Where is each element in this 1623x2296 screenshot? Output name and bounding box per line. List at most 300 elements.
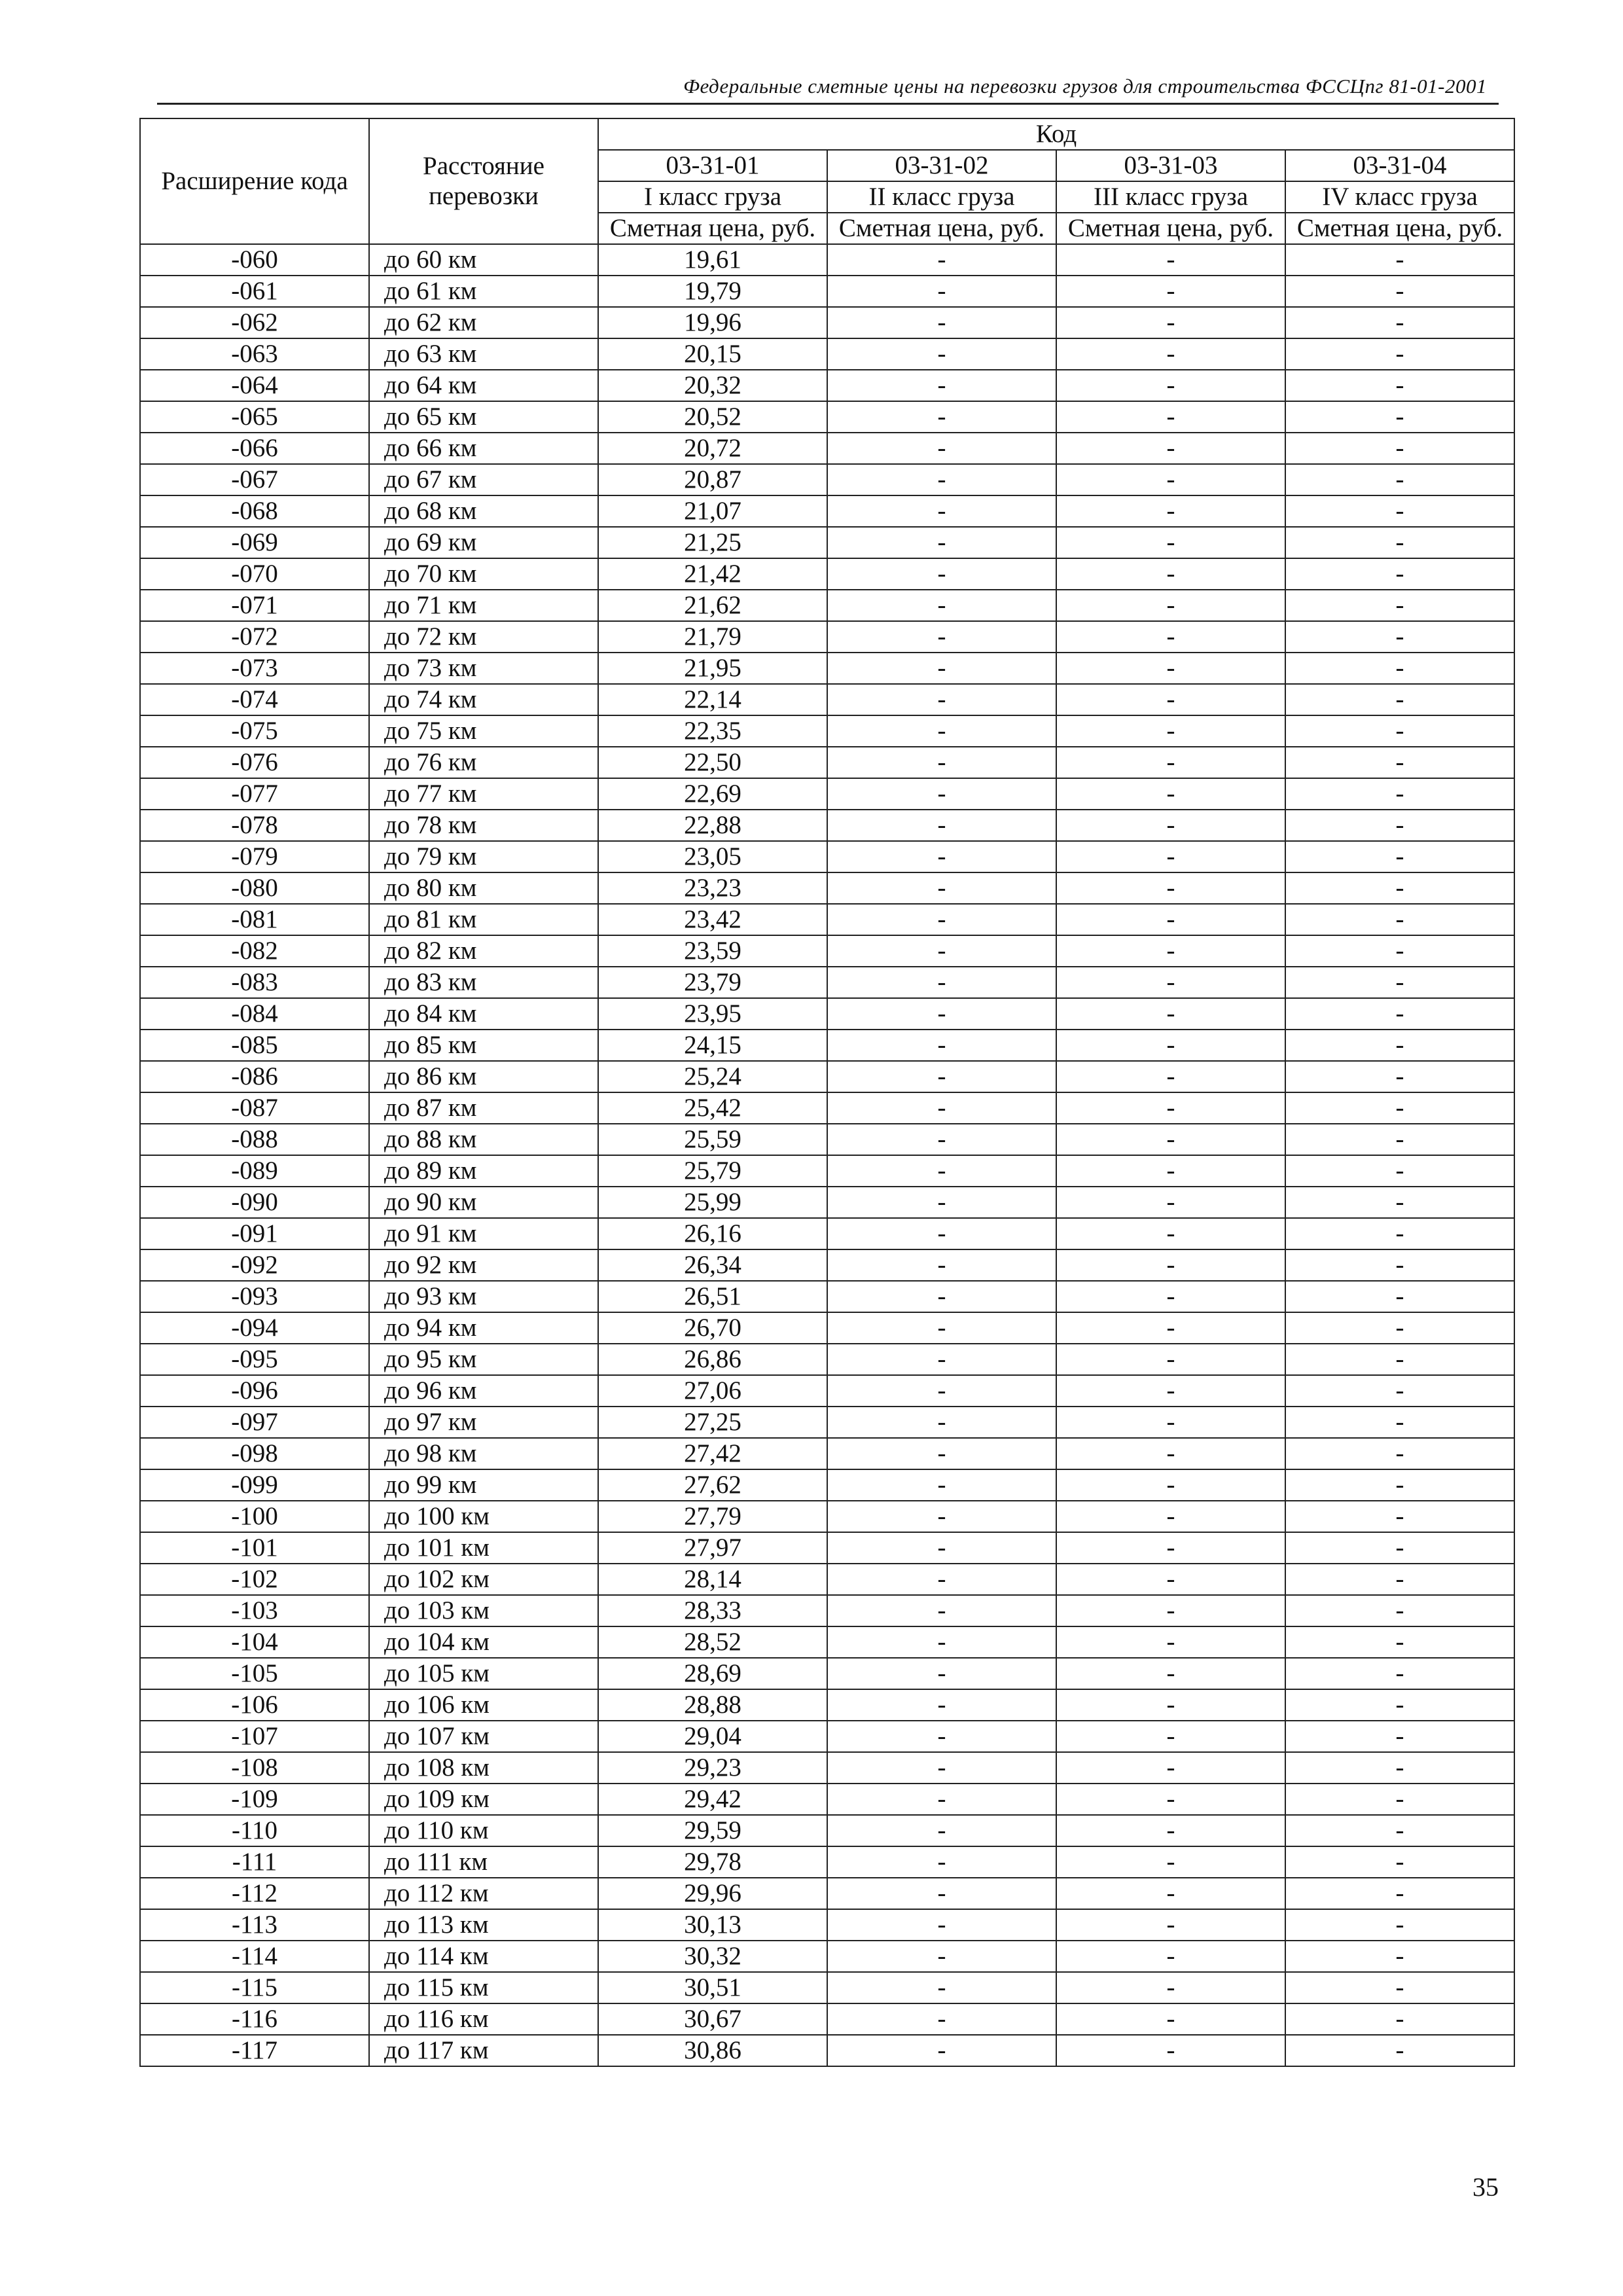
cell-price-class-1: 25,99 [598, 1187, 827, 1218]
cell-price-class-3: - [1056, 747, 1285, 778]
cell-price-class-4: - [1285, 747, 1514, 778]
table-row [140, 810, 1514, 841]
cell-extension: -083 [140, 967, 369, 998]
cell-distance: до 69 км [369, 527, 598, 558]
cell-price-class-3: - [1056, 1909, 1285, 1941]
cell-extension: -112 [140, 1878, 369, 1909]
cell-distance: до 80 км [369, 872, 598, 904]
cell-price-class-3: - [1056, 338, 1285, 370]
cell-price-class-4: - [1285, 1061, 1514, 1092]
cell-extension: -091 [140, 1218, 369, 1249]
table-row [140, 370, 1514, 401]
cell-distance: до 94 км [369, 1312, 598, 1344]
cell-price-class-3: - [1056, 495, 1285, 527]
cell-extension: -096 [140, 1375, 369, 1407]
header-code-2: 03-31-02 [827, 150, 1056, 181]
cell-extension: -106 [140, 1689, 369, 1721]
cell-extension: -069 [140, 527, 369, 558]
cell-price-class-1: 25,24 [598, 1061, 827, 1092]
cell-price-class-1: 28,88 [598, 1689, 827, 1721]
cell-distance: до 108 км [369, 1752, 598, 1784]
cell-extension: -105 [140, 1658, 369, 1689]
cell-extension: -085 [140, 1030, 369, 1061]
cell-price-class-3: - [1056, 935, 1285, 967]
cell-price-class-4: - [1285, 1941, 1514, 1972]
cell-distance: до 106 км [369, 1689, 598, 1721]
cell-price-class-1: 23,79 [598, 967, 827, 998]
cell-price-class-4: - [1285, 1972, 1514, 2003]
table-row [140, 621, 1514, 653]
cell-distance: до 111 км [369, 1846, 598, 1878]
table-row [140, 1407, 1514, 1438]
cell-price-class-4: - [1285, 841, 1514, 872]
table-row [140, 653, 1514, 684]
cell-price-class-2: - [827, 1658, 1056, 1689]
cell-distance: до 76 км [369, 747, 598, 778]
cell-distance: до 114 км [369, 1941, 598, 1972]
table-row [140, 244, 1514, 276]
cell-price-class-3: - [1056, 841, 1285, 872]
table-row [140, 1564, 1514, 1595]
cell-price-class-1: 28,52 [598, 1626, 827, 1658]
cell-price-class-2: - [827, 1532, 1056, 1564]
cell-price-class-4: - [1285, 307, 1514, 338]
cell-price-class-3: - [1056, 1281, 1285, 1312]
cell-price-class-1: 22,88 [598, 810, 827, 841]
header-price-1: Сметная цена, руб. [598, 213, 827, 244]
cell-price-class-1: 24,15 [598, 1030, 827, 1061]
cell-extension: -099 [140, 1469, 369, 1501]
table-row [140, 1721, 1514, 1752]
cell-price-class-4: - [1285, 1407, 1514, 1438]
cell-price-class-3: - [1056, 1658, 1285, 1689]
table-row [140, 1469, 1514, 1501]
cell-price-class-1: 28,33 [598, 1595, 827, 1626]
cell-price-class-2: - [827, 307, 1056, 338]
cell-price-class-1: 20,87 [598, 464, 827, 495]
cell-price-class-3: - [1056, 1626, 1285, 1658]
cell-price-class-4: - [1285, 1752, 1514, 1784]
cell-distance: до 87 км [369, 1092, 598, 1124]
cell-price-class-3: - [1056, 1878, 1285, 1909]
cell-price-class-1: 23,23 [598, 872, 827, 904]
cell-distance: до 64 км [369, 370, 598, 401]
cell-distance: до 83 км [369, 967, 598, 998]
cell-distance: до 113 км [369, 1909, 598, 1941]
table-row [140, 998, 1514, 1030]
cell-price-class-3: - [1056, 1689, 1285, 1721]
cell-price-class-4: - [1285, 810, 1514, 841]
cell-price-class-3: - [1056, 244, 1285, 276]
cell-price-class-2: - [827, 1407, 1056, 1438]
header-code-3: 03-31-03 [1056, 150, 1285, 181]
cell-price-class-4: - [1285, 1595, 1514, 1626]
cell-price-class-1: 21,42 [598, 558, 827, 590]
cell-price-class-2: - [827, 715, 1056, 747]
cell-price-class-3: - [1056, 1501, 1285, 1532]
cell-distance: до 99 км [369, 1469, 598, 1501]
cell-distance: до 97 км [369, 1407, 598, 1438]
cell-distance: до 67 км [369, 464, 598, 495]
cell-price-class-3: - [1056, 1721, 1285, 1752]
cell-price-class-2: - [827, 904, 1056, 935]
cell-price-class-3: - [1056, 715, 1285, 747]
cell-extension: -082 [140, 935, 369, 967]
cell-extension: -080 [140, 872, 369, 904]
table-row [140, 307, 1514, 338]
cell-extension: -061 [140, 276, 369, 307]
cell-distance: до 117 км [369, 2035, 598, 2066]
cell-price-class-2: - [827, 778, 1056, 810]
cell-price-class-3: - [1056, 1438, 1285, 1469]
cell-price-class-2: - [827, 1375, 1056, 1407]
cell-price-class-3: - [1056, 1375, 1285, 1407]
running-header [157, 73, 1499, 105]
cell-price-class-2: - [827, 495, 1056, 527]
cell-price-class-1: 20,32 [598, 370, 827, 401]
cell-price-class-3: - [1056, 276, 1285, 307]
cell-price-class-2: - [827, 527, 1056, 558]
cell-price-class-4: - [1285, 1092, 1514, 1124]
cell-price-class-4: - [1285, 527, 1514, 558]
cell-price-class-1: 26,86 [598, 1344, 827, 1375]
cell-price-class-2: - [827, 464, 1056, 495]
cell-distance: до 68 км [369, 495, 598, 527]
cell-price-class-2: - [827, 1469, 1056, 1501]
cell-distance: до 103 км [369, 1595, 598, 1626]
cell-price-class-1: 30,67 [598, 2003, 827, 2035]
cell-price-class-1: 27,97 [598, 1532, 827, 1564]
cell-price-class-1: 19,79 [598, 276, 827, 307]
cell-price-class-4: - [1285, 1124, 1514, 1155]
cell-distance: до 92 км [369, 1249, 598, 1281]
cell-extension: -107 [140, 1721, 369, 1752]
header-price-3: Сметная цена, руб. [1056, 213, 1285, 244]
table-row [140, 747, 1514, 778]
cell-price-class-4: - [1285, 1689, 1514, 1721]
cell-price-class-2: - [827, 1941, 1056, 1972]
cell-price-class-2: - [827, 1721, 1056, 1752]
cell-price-class-4: - [1285, 1658, 1514, 1689]
table-row [140, 1061, 1514, 1092]
cell-price-class-1: 23,42 [598, 904, 827, 935]
table-row [140, 1155, 1514, 1187]
running-header-text: Федеральные сметные цены на перевозки грузов для строительства ФССЦпг 81-01-2001 [683, 75, 1487, 98]
header-extension: Расширение кода [140, 118, 369, 244]
header-class-2: II класс груза [827, 181, 1056, 213]
cell-distance: до 79 км [369, 841, 598, 872]
cell-price-class-2: - [827, 1815, 1056, 1846]
cell-distance: до 73 км [369, 653, 598, 684]
table-row [140, 1187, 1514, 1218]
cell-extension: -089 [140, 1155, 369, 1187]
table-row [140, 2003, 1514, 2035]
table-row [140, 1972, 1514, 2003]
cell-extension: -111 [140, 1846, 369, 1878]
cell-price-class-3: - [1056, 1752, 1285, 1784]
table-row [140, 1846, 1514, 1878]
cell-distance: до 98 км [369, 1438, 598, 1469]
cell-extension: -109 [140, 1784, 369, 1815]
cell-price-class-4: - [1285, 1626, 1514, 1658]
cell-distance: до 85 км [369, 1030, 598, 1061]
table-row [140, 1784, 1514, 1815]
cell-price-class-3: - [1056, 1249, 1285, 1281]
table-row [140, 276, 1514, 307]
cell-price-class-1: 26,70 [598, 1312, 827, 1344]
cell-price-class-3: - [1056, 590, 1285, 621]
cell-price-class-1: 22,14 [598, 684, 827, 715]
table-row [140, 495, 1514, 527]
cell-price-class-2: - [827, 1878, 1056, 1909]
cell-price-class-1: 27,06 [598, 1375, 827, 1407]
table-row [140, 1626, 1514, 1658]
cell-distance: до 61 км [369, 276, 598, 307]
cell-price-class-3: - [1056, 1155, 1285, 1187]
cell-price-class-4: - [1285, 1878, 1514, 1909]
cell-price-class-3: - [1056, 1187, 1285, 1218]
table-row [140, 1438, 1514, 1469]
cell-extension: -113 [140, 1909, 369, 1941]
cell-price-class-2: - [827, 841, 1056, 872]
table-row [140, 1878, 1514, 1909]
table-row [140, 1124, 1514, 1155]
table-row [140, 2035, 1514, 2066]
cell-price-class-1: 29,04 [598, 1721, 827, 1752]
cell-distance: до 62 км [369, 307, 598, 338]
cell-price-class-2: - [827, 1595, 1056, 1626]
cell-price-class-1: 25,59 [598, 1124, 827, 1155]
cell-price-class-2: - [827, 1155, 1056, 1187]
cell-price-class-1: 22,35 [598, 715, 827, 747]
table-row [140, 684, 1514, 715]
cell-distance: до 93 км [369, 1281, 598, 1312]
cell-price-class-2: - [827, 1344, 1056, 1375]
cell-extension: -104 [140, 1626, 369, 1658]
cell-price-class-1: 30,13 [598, 1909, 827, 1941]
cell-price-class-3: - [1056, 778, 1285, 810]
cell-price-class-1: 28,14 [598, 1564, 827, 1595]
cell-price-class-2: - [827, 1124, 1056, 1155]
table-row [140, 1532, 1514, 1564]
cell-price-class-4: - [1285, 401, 1514, 433]
cell-extension: -087 [140, 1092, 369, 1124]
cell-price-class-4: - [1285, 653, 1514, 684]
table-row [140, 1752, 1514, 1784]
table-header [140, 118, 1514, 244]
cell-price-class-3: - [1056, 1784, 1285, 1815]
cell-extension: -078 [140, 810, 369, 841]
cell-extension: -097 [140, 1407, 369, 1438]
cell-price-class-1: 27,25 [598, 1407, 827, 1438]
cell-distance: до 101 км [369, 1532, 598, 1564]
cell-price-class-1: 27,42 [598, 1438, 827, 1469]
cell-price-class-1: 25,42 [598, 1092, 827, 1124]
cell-price-class-3: - [1056, 967, 1285, 998]
table-row [140, 872, 1514, 904]
cell-price-class-4: - [1285, 1469, 1514, 1501]
cell-extension: -075 [140, 715, 369, 747]
cell-price-class-4: - [1285, 1815, 1514, 1846]
cell-price-class-3: - [1056, 810, 1285, 841]
cell-extension: -117 [140, 2035, 369, 2066]
table-row [140, 935, 1514, 967]
cell-extension: -095 [140, 1344, 369, 1375]
cell-price-class-2: - [827, 653, 1056, 684]
table-row [140, 967, 1514, 998]
cell-price-class-1: 21,25 [598, 527, 827, 558]
cell-extension: -074 [140, 684, 369, 715]
cell-price-class-4: - [1285, 1344, 1514, 1375]
cell-distance: до 77 км [369, 778, 598, 810]
cell-price-class-2: - [827, 872, 1056, 904]
cell-distance: до 75 км [369, 715, 598, 747]
cell-price-class-3: - [1056, 1532, 1285, 1564]
header-price-4: Сметная цена, руб. [1285, 213, 1514, 244]
cell-price-class-1: 26,16 [598, 1218, 827, 1249]
cell-price-class-3: - [1056, 1846, 1285, 1878]
header-code-4: 03-31-04 [1285, 150, 1514, 181]
cell-extension: -092 [140, 1249, 369, 1281]
cell-price-class-3: - [1056, 1218, 1285, 1249]
cell-price-class-3: - [1056, 1564, 1285, 1595]
cell-distance: до 104 км [369, 1626, 598, 1658]
table-row [140, 1344, 1514, 1375]
cell-price-class-4: - [1285, 495, 1514, 527]
cell-price-class-2: - [827, 1249, 1056, 1281]
cell-price-class-1: 30,32 [598, 1941, 827, 1972]
table-row [140, 1941, 1514, 1972]
cell-price-class-3: - [1056, 1595, 1285, 1626]
cell-price-class-4: - [1285, 433, 1514, 464]
cell-price-class-2: - [827, 1752, 1056, 1784]
cell-distance: до 70 км [369, 558, 598, 590]
cell-distance: до 84 км [369, 998, 598, 1030]
cell-price-class-3: - [1056, 1815, 1285, 1846]
cell-price-class-1: 27,62 [598, 1469, 827, 1501]
cell-price-class-1: 30,86 [598, 2035, 827, 2066]
table-row [140, 527, 1514, 558]
cell-price-class-4: - [1285, 1438, 1514, 1469]
cell-price-class-2: - [827, 2035, 1056, 2066]
cell-price-class-3: - [1056, 1407, 1285, 1438]
cell-price-class-2: - [827, 1689, 1056, 1721]
cell-price-class-4: - [1285, 1218, 1514, 1249]
cell-distance: до 78 км [369, 810, 598, 841]
cell-price-class-4: - [1285, 2003, 1514, 2035]
cell-extension: -114 [140, 1941, 369, 1972]
cell-extension: -090 [140, 1187, 369, 1218]
cell-price-class-4: - [1285, 464, 1514, 495]
cell-price-class-4: - [1285, 244, 1514, 276]
cell-price-class-4: - [1285, 998, 1514, 1030]
cell-distance: до 72 км [369, 621, 598, 653]
cell-price-class-3: - [1056, 904, 1285, 935]
header-price-2: Сметная цена, руб. [827, 213, 1056, 244]
cell-price-class-2: - [827, 1092, 1056, 1124]
cell-price-class-3: - [1056, 527, 1285, 558]
table-row [140, 778, 1514, 810]
cell-price-class-1: 23,05 [598, 841, 827, 872]
cell-price-class-1: 28,69 [598, 1658, 827, 1689]
cell-price-class-4: - [1285, 370, 1514, 401]
cell-price-class-4: - [1285, 684, 1514, 715]
table-row [140, 1030, 1514, 1061]
cell-price-class-3: - [1056, 433, 1285, 464]
cell-extension: -086 [140, 1061, 369, 1092]
cell-price-class-2: - [827, 1187, 1056, 1218]
cell-price-class-3: - [1056, 1312, 1285, 1344]
cell-price-class-1: 30,51 [598, 1972, 827, 2003]
cell-price-class-4: - [1285, 1721, 1514, 1752]
cell-price-class-3: - [1056, 621, 1285, 653]
cell-price-class-4: - [1285, 935, 1514, 967]
cell-extension: -076 [140, 747, 369, 778]
cell-extension: -108 [140, 1752, 369, 1784]
header-class-3: III класс груза [1056, 181, 1285, 213]
cell-extension: -071 [140, 590, 369, 621]
cell-distance: до 74 км [369, 684, 598, 715]
cell-distance: до 107 км [369, 1721, 598, 1752]
cell-price-class-2: - [827, 1438, 1056, 1469]
cell-price-class-3: - [1056, 1124, 1285, 1155]
cell-price-class-1: 21,79 [598, 621, 827, 653]
cell-price-class-3: - [1056, 684, 1285, 715]
cell-price-class-2: - [827, 370, 1056, 401]
cell-price-class-3: - [1056, 1092, 1285, 1124]
cell-distance: до 95 км [369, 1344, 598, 1375]
table-row [140, 433, 1514, 464]
cell-price-class-1: 26,34 [598, 1249, 827, 1281]
cell-extension: -103 [140, 1595, 369, 1626]
cell-price-class-1: 26,51 [598, 1281, 827, 1312]
cell-price-class-2: - [827, 1312, 1056, 1344]
header-class-4: IV класс груза [1285, 181, 1514, 213]
table-row [140, 464, 1514, 495]
cell-price-class-3: - [1056, 1941, 1285, 1972]
cell-price-class-2: - [827, 967, 1056, 998]
cell-price-class-2: - [827, 810, 1056, 841]
cell-price-class-3: - [1056, 998, 1285, 1030]
cell-price-class-4: - [1285, 2035, 1514, 2066]
table-row [140, 904, 1514, 935]
table-row [140, 841, 1514, 872]
cell-price-class-1: 23,95 [598, 998, 827, 1030]
table-row [140, 401, 1514, 433]
cell-price-class-1: 22,50 [598, 747, 827, 778]
cell-distance: до 71 км [369, 590, 598, 621]
cell-extension: -081 [140, 904, 369, 935]
cell-price-class-3: - [1056, 872, 1285, 904]
cell-price-class-2: - [827, 1501, 1056, 1532]
cell-price-class-2: - [827, 244, 1056, 276]
cell-distance: до 89 км [369, 1155, 598, 1187]
cell-price-class-1: 20,15 [598, 338, 827, 370]
table-row [140, 1815, 1514, 1846]
cell-distance: до 88 км [369, 1124, 598, 1155]
cell-extension: -110 [140, 1815, 369, 1846]
cell-price-class-2: - [827, 1061, 1056, 1092]
cell-extension: -093 [140, 1281, 369, 1312]
cell-price-class-4: - [1285, 1784, 1514, 1815]
cell-price-class-4: - [1285, 338, 1514, 370]
cell-extension: -060 [140, 244, 369, 276]
table-row [140, 1218, 1514, 1249]
cell-price-class-2: - [827, 1564, 1056, 1595]
cell-extension: -073 [140, 653, 369, 684]
cell-extension: -094 [140, 1312, 369, 1344]
cell-distance: до 90 км [369, 1187, 598, 1218]
